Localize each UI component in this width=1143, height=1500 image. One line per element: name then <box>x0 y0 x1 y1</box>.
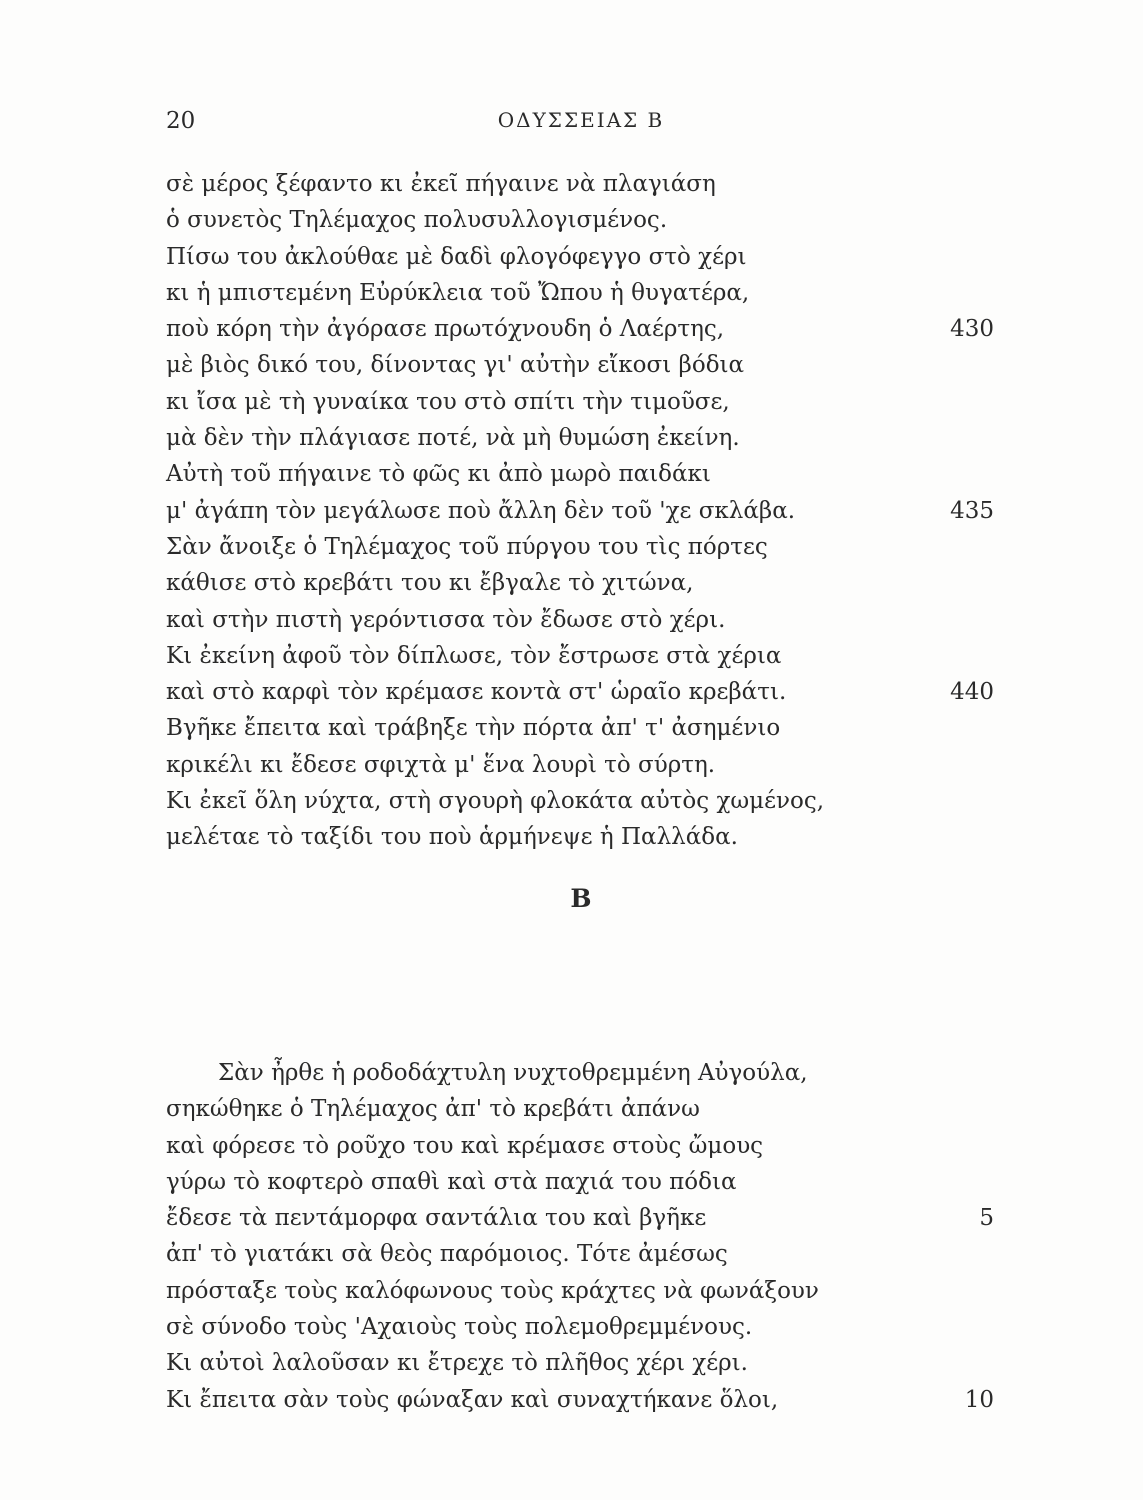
verse-line <box>166 1055 996 1091</box>
verse-line <box>166 819 996 855</box>
page-number: 20 <box>166 108 196 134</box>
verse-line <box>166 239 996 275</box>
verse-text: Αὐτὴ τοῦ πήγαινε τὸ φῶς κι ἀπὸ μωρὸ παιδάκι <box>166 461 711 488</box>
running-title: ΟΔΥΣΣΕΙΑΣ Β <box>497 108 665 132</box>
verse-text: ἔδεσε τὰ πεντάμορφα σαντάλια του καὶ βγῆκε <box>166 1205 707 1232</box>
line-number: 435 <box>950 497 994 524</box>
verse-line <box>166 1273 996 1309</box>
verse-text: ποὺ κόρη τὴν ἀγόρασε πρωτόχνουδη ὁ Λαέρτης, <box>166 316 725 343</box>
line-number: 10 <box>964 1386 994 1413</box>
verse-text: σηκώθηκε ὁ Τηλέμαχος ἀπ' τὸ κρεβάτι ἀπάνω <box>166 1096 700 1123</box>
verse-text: Κι ἐκεῖ ὅλη νύχτα, στὴ σγουρὴ φλοκάτα αὐτὸς χωμένος, <box>166 788 825 815</box>
verse-text: καὶ φόρεσε τὸ ροῦχο του καὶ κρέμασε στοὺς ὤμους <box>166 1132 764 1159</box>
verse-text: Κι αὐτοὶ λαλοῦσαν κι ἔτρεχε τὸ πλῆθος χέρι χέρι. <box>166 1350 748 1377</box>
page-header <box>166 108 996 140</box>
verse-line <box>166 384 996 420</box>
verse-line <box>166 493 996 529</box>
verse-line <box>166 456 996 492</box>
verse-text: καὶ στὸ καρφὶ τὸν κρέμασε κοντὰ στ' ὡραῖο κρεβάτι. <box>166 679 787 706</box>
verse-line <box>166 747 996 783</box>
verse-line <box>166 674 996 710</box>
verse-line <box>166 1236 996 1272</box>
verse-line <box>166 638 996 674</box>
verse-text: κάθισε στὸ κρεβάτι του κι ἔβγαλε τὸ χιτώνα, <box>166 570 694 597</box>
verse-text: καὶ στὴν πιστὴ γερόντισσα τὸν ἔδωσε στὸ χέρι. <box>166 606 726 633</box>
verse-text: Σὰν ἄνοιξε ὁ Τηλέμαχος τοῦ πύργου του τὶς πόρτες <box>166 533 768 560</box>
verse-line <box>166 1164 996 1200</box>
verse-line <box>166 1309 996 1345</box>
verse-line <box>166 1200 996 1236</box>
verse-line <box>166 1345 996 1381</box>
verse-text: κι ἡ μπιστεμένη Εὐρύκλεια τοῦ Ὤπου ἡ θυγατέρα, <box>166 279 750 306</box>
verse-text: μὰ δὲν τὴν πλάγιασε ποτέ, νὰ μὴ θυμώση ἐκείνη. <box>166 425 740 452</box>
line-number: 430 <box>950 316 994 343</box>
verse-line <box>166 1091 996 1127</box>
verse-text: Πίσω του ἀκλούθαε μὲ δαδὶ φλογόφεγγο στὸ χέρι <box>166 243 747 270</box>
verse-text: ἀπ' τὸ γιατάκι σὰ θεὸς παρόμοιος. Τότε ἀμέσως <box>166 1241 728 1268</box>
verse-text: κι ἴσα μὲ τὴ γυναίκα του στὸ σπίτι τὴν τιμοῦσε, <box>166 388 730 415</box>
verse-text: σὲ μέρος ξέφαντο κι ἐκεῖ πήγαινε νὰ πλαγιάση <box>166 171 716 197</box>
verse-line <box>166 311 996 347</box>
line-number: 5 <box>979 1205 994 1232</box>
verse-text: κρικέλι κι ἔδεσε σφιχτὰ μ' ἕνα λουρὶ τὸ σύρτη. <box>166 751 716 778</box>
verse-text: Βγῆκε ἔπειτα καὶ τράβηξε τὴν πόρτα ἀπ' τ' ἀσημένιο <box>166 715 781 742</box>
verse-line <box>166 565 996 601</box>
verse-text: Κι ἐκείνη ἀφοῦ τὸν δίπλωσε, τὸν ἔστρωσε στὰ χέρια <box>166 642 782 669</box>
verse-section-2 <box>166 1055 996 1418</box>
verse-text: μελέταε τὸ ταξίδι του ποὺ ἁρμήνεψε ἡ Παλλάδα. <box>166 824 738 851</box>
verse-line <box>166 347 996 383</box>
verse-text: μὲ βιὸς δικό του, δίνοντας γι' αὐτὴν εἴκοσι βόδια <box>166 352 745 379</box>
verse-line <box>166 1128 996 1164</box>
verse-section-1 <box>166 166 996 856</box>
line-number: 440 <box>950 679 994 706</box>
verse-text: Σὰν ἦρθε ἡ ροδοδάχτυλη νυχτοθρεμμένη Αὐγούλα, <box>218 1060 808 1086</box>
book-heading: Β <box>570 884 592 913</box>
verse-text: πρόσταξε τοὺς καλόφωνους τοὺς κράχτες νὰ φωνάξουν <box>166 1277 819 1304</box>
verse-line <box>166 783 996 819</box>
verse-line <box>166 202 996 238</box>
verse-line <box>166 602 996 638</box>
verse-text: σὲ σύνοδο τοὺς 'Αχαιοὺς τοὺς πολεμοθρεμμένους. <box>166 1314 753 1341</box>
verse-text: ὁ συνετὸς Τηλέμαχος πολυσυλλογισμένος. <box>166 207 668 234</box>
verse-line <box>166 275 996 311</box>
verse-text: μ' ἀγάπη τὸν μεγάλωσε ποὺ ἄλλη δὲν τοῦ 'χε σκλάβα. <box>166 497 796 524</box>
verse-line <box>166 1382 996 1418</box>
verse-line <box>166 166 996 202</box>
verse-line <box>166 420 996 456</box>
verse-line <box>166 710 996 746</box>
verse-text: γύρω τὸ κοφτερὸ σπαθὶ καὶ στὰ παχιά του πόδια <box>166 1168 737 1195</box>
verse-line <box>166 529 996 565</box>
verse-text: Κι ἔπειτα σὰν τοὺς φώναξαν καὶ συναχτήκανε ὅλοι, <box>166 1386 779 1413</box>
